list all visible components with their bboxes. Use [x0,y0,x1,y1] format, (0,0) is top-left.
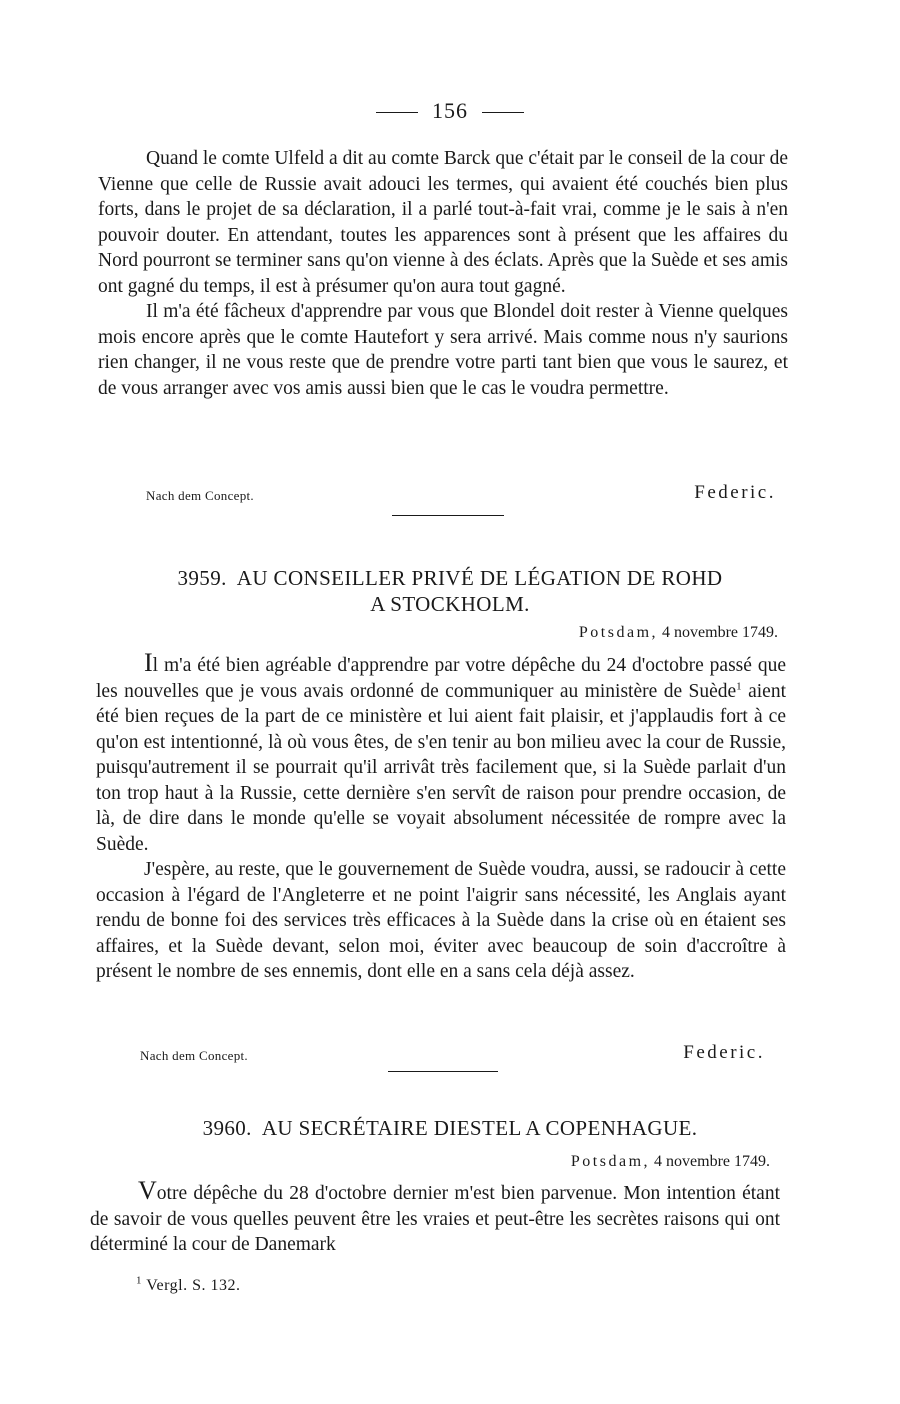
previous-letter-body [98,146,788,401]
letter-3960-heading [100,1115,800,1141]
date-place: Potsdam, [570,1153,651,1170]
page-number [0,98,900,124]
paragraph-text-a: l m'a été bien agréable d'apprendre par votre dépêche du 24 d'octobre passé que les nouvelles que je vous avais ordonné de communiquer au ministère de Suède [96,655,786,702]
footnote-text: Vergl. S. 132. [146,1277,241,1294]
letter-3959-signature-line [140,1042,765,1068]
date-text: 4 novembre 1749. [662,624,778,641]
paragraph: J'espère, au reste, que le gouvernement de Suède voudra, aussi, se radoucir à cette occasion à l'égard de l'Angleterre et ne point l'aigrir sans nécessité, les Anglais ayant rendu de bonne foi des services très efficaces à la Suède dans la crise où en étaient ses affaires, et la Suède devant, selon moi, éviter avec beaucoup de soin d'accroître à présent le nombre de ses ennemis, dont elle en a sans cela déjà assez. [96,859,786,982]
letter-heading-line1: AU CONSEILLER PRIVÉ DE LÉGATION DE ROHD [236,566,723,590]
source-note: Nach dem Concept. [140,1048,248,1063]
page-number-text: 156 [432,98,468,123]
paragraph: Quand le comte Ulfeld a dit au comte Barck que c'était par le conseil de la cour de Vienne que celle de Russie avait adouci les termes, qui avaient été couchés bien plus forts, dans le projet de sa déclaration, il a parlé tout-à-fait vrai, comme je le sais à n'en pouvoir douter. En attendant, toutes les apparences sont à présent que les affaires du Nord pourront se terminer sans qu'on vienne à des éclats. Après que la Suède et ses amis ont gagné du temps, il est à présumer qu'on aura tout gagné. [98,148,788,297]
signature: Federic. [683,1042,765,1063]
footnote [136,1274,241,1295]
page-number-dash-left [376,112,418,113]
date-place: Potsdam, [578,624,659,641]
signature: Federic. [694,482,776,503]
paragraph [90,1178,780,1258]
paragraph-text-b: aient été bien reçues de la part de ce ministère et lui aient fait plaisir, et j'applaudis fort à ce qu'on est intentionné, là où vous êtes, de s'en tenir au bon milieu avec la cour de Russie, puisqu'autrement il se pourrait qu'il arrivât très facilement que, si la Suède parlait d'un ton trop haut à la Russie, cette dernière s'en servît de raison pour prendre occasion, de là, de dire dans le monde qu'elle se voyait absolument nécessitée de rompre avec la Suède. [96,680,786,855]
letter-heading: AU SECRÉTAIRE DIESTEL A COPENHAGUE. [261,1116,698,1140]
letter-number: 3960. [202,1116,252,1140]
letter-number: 3959. [177,566,227,590]
footnote-ref: 1 [736,680,742,692]
letter-heading-line2: A STOCKHOLM. [370,592,530,616]
letter-3960-body [90,1178,780,1258]
source-note: Nach dem Concept. [146,488,254,503]
page-number-dash-right [482,112,524,113]
letter-3959-dateline [579,624,778,642]
previous-letter-signature-line [146,482,776,508]
paragraph: Il m'a été fâcheux d'apprendre par vous que Blondel doit rester à Vienne quelques mois encore après que le comte Hautefort y sera arrivé. Mais comme nous n'y saurions rien changer, il ne vous reste que de prendre votre parti tant bien que vous le saurez, et de vous arranger avec vos amis aussi bien que le cas le voudra permettre. [98,301,788,399]
initial-letter: I [144,648,153,677]
separator-rule [388,1071,498,1072]
letter-3959-heading [100,565,800,617]
letter-3959-body [96,650,786,985]
date-text: 4 novembre 1749. [654,1153,770,1170]
letter-3960-dateline [571,1153,770,1171]
paragraph-text: otre dépêche du 28 d'octobre dernier m'est bien parvenue. Mon intention étant de savoir de vous quelles peuvent être les vraies et peut-être les secrètes raisons qui ont déterminé la cour de Danemark [90,1183,780,1255]
separator-rule [392,515,504,516]
footnote-marker: 1 [136,1274,142,1287]
initial-letter: V [138,1176,157,1205]
paragraph [96,650,786,857]
